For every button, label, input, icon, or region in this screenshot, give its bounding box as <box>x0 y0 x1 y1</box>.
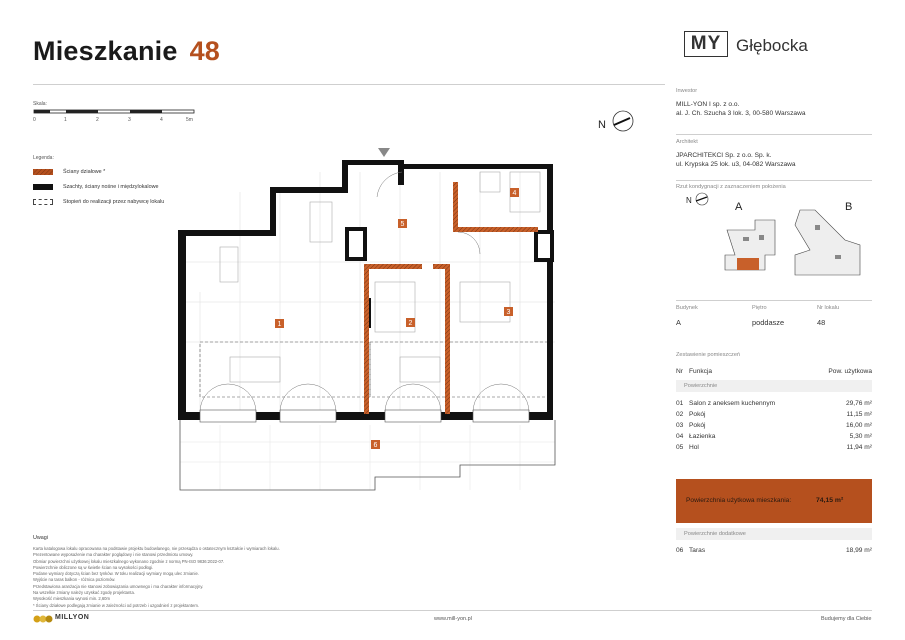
scale-tick-2: 2 <box>96 117 99 123</box>
room-name: Łazienka <box>689 433 716 440</box>
unit-value: 48 <box>817 318 826 327</box>
room-area: 5,30 m² <box>849 433 872 440</box>
investor-line2: al. J. Ch. Szucha 3 lok. 3, 00-580 Warszawa <box>676 110 806 117</box>
investor-label: Inwestor <box>676 88 698 94</box>
footer-slogan: Budujemy dla Ciebie <box>821 616 872 622</box>
legend-item-bearing: Szachty, ściany nośne i międzylokalowe <box>63 184 159 190</box>
legend-partition-swatch <box>33 169 53 175</box>
legend-bearing-swatch <box>33 184 53 190</box>
room-nr: 03 <box>676 422 684 429</box>
col-nr: Nr <box>676 368 683 375</box>
floor-label: Piętro <box>752 305 767 311</box>
legend-step-swatch <box>33 199 53 205</box>
room-nr: 02 <box>676 411 684 418</box>
architect-label: Architekt <box>676 139 698 145</box>
divider <box>676 180 872 181</box>
divider <box>676 134 872 135</box>
footer-divider <box>33 610 872 611</box>
building-value: A <box>676 318 681 327</box>
legend-item-partition: Ściany działowe * <box>63 169 106 175</box>
note-line: Na wszelkie zmiany należy uzyskać zgodę projektanta. <box>33 590 135 596</box>
room-number-3: 3 <box>506 309 511 316</box>
brand-logo-mark: MY <box>684 31 728 57</box>
scale-label: Skala: <box>33 101 47 107</box>
unit-label: Nr lokalu <box>817 305 840 311</box>
divider <box>676 300 872 301</box>
rooms-section: Powierzchnie <box>684 383 718 389</box>
scale-tick-0: 0 <box>33 117 36 123</box>
room-nr: 05 <box>676 444 684 451</box>
floor-plan <box>170 142 570 497</box>
scale-tick-1: 1 <box>64 117 67 123</box>
legend-item-step: Stopień do realizacji przez nabywcę lokalu <box>63 199 165 205</box>
room-name: Pokój <box>689 422 706 429</box>
note-line: Wysokość mieszkania wynosi min. 2,60m <box>33 596 110 602</box>
scale-tick-3: 3 <box>128 117 131 123</box>
keyplan-label: Rzut kondygnacji z zaznaczeniem położenia <box>676 184 786 190</box>
apartment-number: 48 <box>189 36 221 66</box>
room-area: 11,94 m² <box>846 444 872 451</box>
building-label: Budynek <box>676 305 698 311</box>
note-line: Wyjście na taras balkon - różnica poziomów. <box>33 577 116 583</box>
col-area: Pow. użytkowa <box>828 368 872 375</box>
legend-title: Legenda: <box>33 155 54 161</box>
scale-tick-5: 5m <box>186 117 193 123</box>
architect-line1: JPARCHITEKCI Sp. z o.o. Sp. k. <box>676 152 772 159</box>
room-nr: 01 <box>676 400 684 407</box>
footer-website: www.mill-yon.pl <box>434 616 472 622</box>
room-name: Salon z aneksem kuchennym <box>689 400 776 407</box>
note-line: Prezentowane wyposażenie ma charakter poglądowy i nie stanowi przedmiotu umowy. <box>33 552 194 558</box>
total-area-label: Powierzchnia użytkowa mieszkania: <box>686 497 792 504</box>
notes-title: Uwagi <box>33 535 48 541</box>
room-area: 11,15 m² <box>846 411 872 418</box>
room-number-2: 2 <box>408 320 413 327</box>
room-number-4: 4 <box>512 190 517 197</box>
note-line: Obmiar powierzchni użytkowej lokalu mieszkalnego wykonano zgodnie z normą PN-ISO 9836:2022-07. <box>33 558 225 564</box>
note-line: Przedstawiona aranżacja nie stanowi zobowiązania umownego i ma charakter informacyjny. <box>33 583 204 589</box>
millyon-logo-icon <box>33 614 53 624</box>
floor-value: poddasze <box>752 318 785 327</box>
note-line: Powierzchnie obliczone są w świetle ścian na wysokości podłogi. <box>33 564 154 570</box>
col-function: Funkcja <box>689 368 713 375</box>
room-nr: 04 <box>676 433 684 440</box>
room-name: Pokój <box>689 411 706 418</box>
title-text: Mieszkanie <box>33 36 178 66</box>
note-line: * Ściany działowe podlegają zmianie w zależności od potrzeb i uzgodnień z projektantem. <box>33 602 199 608</box>
north-arrow-icon <box>610 108 636 134</box>
header-divider <box>33 84 665 85</box>
room-name: Hol <box>689 444 699 451</box>
room-area: 16,00 m² <box>845 422 872 429</box>
page-title <box>33 36 220 67</box>
plan-north-label: N <box>598 119 606 131</box>
note-line: Karta katalogowa lokalu opracowana na podstawie projektu budowlanego, nie przesądza o ostatecznym kształcie i wymiarach lokalu. <box>33 546 280 551</box>
keyplan-north-icon <box>694 191 710 207</box>
investor-line1: MILL-YON I sp. z o.o. <box>676 101 740 108</box>
total-area-value: 74,15 m² <box>816 497 844 504</box>
architect-line2: ul. Krypska 25 lok. u3, 04-082 Warszawa <box>676 161 796 168</box>
footer-logo: MILLYON <box>55 614 90 621</box>
keyplan-building-a: A <box>735 201 743 213</box>
note-line: Podane wymiary dotyczą ścian bez tynków. W toku realizacji wymiary mogą ulec zmianie. <box>33 571 199 577</box>
rooms-title: Zestawienie pomieszczeń <box>676 352 741 358</box>
extra-nr: 06 <box>676 547 684 554</box>
scale-bar <box>33 108 203 130</box>
room-number-6: 6 <box>373 442 378 449</box>
keyplan-north-label: N <box>686 196 692 205</box>
room-area: 29,76 m² <box>845 400 872 407</box>
brand-logo-name: Głębocka <box>736 36 808 55</box>
extra-area: 18,99 m² <box>845 547 872 554</box>
keyplan-map <box>715 205 875 283</box>
room-number-5: 5 <box>400 221 405 228</box>
scale-tick-4: 4 <box>160 117 163 123</box>
extra-name: Taras <box>689 547 706 554</box>
extra-section: Powierzchnie dodatkowe <box>684 531 746 537</box>
keyplan-building-b: B <box>845 201 853 213</box>
notes-block <box>33 546 493 609</box>
room-number-1: 1 <box>277 321 282 328</box>
